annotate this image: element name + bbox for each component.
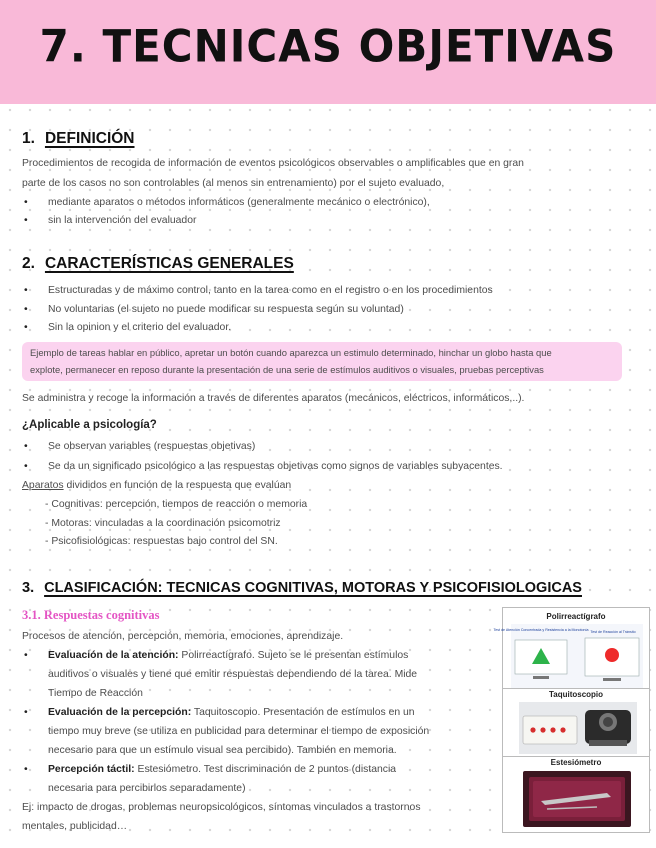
estesiometro-title: Estesiómetro <box>550 758 602 767</box>
image-divider-2 <box>503 756 649 757</box>
s2-bullet-2: • No voluntarias (el sujeto no puede modificar su respuesta según su voluntad) <box>24 304 404 315</box>
estesiometro-image <box>523 771 631 827</box>
perception-l1: Taquitoscopio. Presentación de estímulos en un <box>191 707 415 718</box>
section-1-heading <box>22 130 135 148</box>
s3-end-line-2: mentales, publicidad… <box>22 821 128 832</box>
section-2-heading <box>22 255 294 273</box>
s2-q-bullet-1: • Se observan variables (respuestas objetivas) <box>24 441 256 452</box>
page-title: 7. TECNICAS OBJETIVAS <box>39 20 617 73</box>
s2-bullet-3: • Sin la opinion y el criterio del evaluador. <box>24 322 232 333</box>
s2-q-bullet-2: • Se da un significado psicológico a las respuestas objetivas como signos de variables subyacentes. <box>24 461 503 472</box>
taquitoscopio-title: Taquitoscopio <box>548 690 604 699</box>
attention-l2: auditivos o visuales y tiene que emitir respuestas dependiendo de la tarea. Mide <box>48 669 418 680</box>
section-1-number: 1. <box>22 130 35 147</box>
taquitoscopio-image <box>519 702 637 754</box>
example-line-2: explote, permanecer en reposo durante la presentación de una serie de estímulos auditivos o visuales, pruebas perceptivas <box>30 364 544 375</box>
s1-bullet-2: • sin la intervención del evaluador <box>24 215 197 226</box>
s2-bullet-3-text: Sin la opinion y el criterio del evaluador. <box>48 322 232 333</box>
s3-end-line-1: Ej: impacto de drogas, problemas neuropsicológicos, síntomas vinculados a trastornos <box>22 802 421 813</box>
s2-bullet-1-text: Estructuradas y de máximo control, tanto en la tarea como en el registro o en los procedimientos <box>48 285 493 296</box>
tactile-bold: Percepción táctil: <box>48 764 135 775</box>
s3-bullet-attention: • Evaluación de la atención: Polirreactígrafo. Sujeto se le presentan estímulos <box>24 650 409 661</box>
example-highlight-box <box>22 342 622 381</box>
s3-bullet-tactile: • Percepción táctil: Estesiómetro. Test discriminación de 2 puntos (distancia <box>24 764 397 775</box>
s2-dash-3: - Psicofisiológicas: respuestas bajo control del SN. <box>45 536 278 547</box>
s2-bullet-1: • Estructuradas y de máximo control, tanto en la tarea como en el registro o en los procedimientos <box>24 285 493 296</box>
section-2-label: CARACTERÍSTICAS GENERALES <box>44 255 294 272</box>
s1-bullet-1-text: mediante aparatos o métodos informáticos (generalmente mecánico o electrónico), <box>48 197 430 208</box>
s3-bullet-perception: • Evaluación de la percepción: Taquitoscopio. Presentación de estímulos en un <box>24 707 415 718</box>
attention-l1: Polirreactígrafo. Sujeto se le presentan estímulos <box>178 650 409 661</box>
tactile-l1: Estesiómetro. Test discriminación de 2 puntos (distancia <box>134 764 397 775</box>
section-3-heading <box>22 580 582 596</box>
s3-intro: Procesos de atención, percepción, memoria, emociones, aprendizaje. <box>22 631 344 642</box>
image-divider-1 <box>503 688 649 689</box>
s2-q-bullet-2-text: Se da un significado psicológico a las respuestas objetivas como signos de variables subyacentes. <box>48 461 503 472</box>
aparatos-rest: divididos en función de la respuesta que evalúan <box>63 480 292 491</box>
s2-question: ¿Aplicable a psicología? <box>22 419 157 431</box>
instruments-image-panel <box>493 607 650 833</box>
perception-bold: Evaluación de la percepción: <box>48 707 192 718</box>
section-3-number: 3. <box>22 580 35 596</box>
s1-bullet-2-text: sin la intervención del evaluador <box>48 215 197 226</box>
s1-bullet-1: • mediante aparatos o métodos informáticos (generalmente mecánico o electrónico), <box>24 197 430 208</box>
s2-admin-text: Se administra y recoge la información a través de diferentes aparatos (mecánicos, eléctricos, informáticos,..). <box>22 393 525 404</box>
s3-subheading: 3.1. Respuestas cognitivas <box>22 608 160 622</box>
aparatos-word: Aparatos <box>22 480 64 491</box>
s1-line-2: parte de los casos no son controlables (al menos sin entrenamiento) por el sujeto evaluado, <box>22 178 445 189</box>
polirreactigrafo-title: Polirreactígrafo <box>546 612 606 621</box>
section-3-label: CLASIFICACIÓN: TECNICAS COGNITIVAS, MOTORAS Y PSICOFISIOLOGICAS <box>44 580 582 596</box>
s1-line-1: Procedimientos de recogida de información de eventos psicológicos observables o amplificables que en gran <box>22 158 524 169</box>
s2-q-bullet-1-text: Se observan variables (respuestas objetivas) <box>48 441 256 452</box>
section-2-number: 2. <box>22 255 35 272</box>
example-line-1: Ejemplo de tareas hablar en público, apretar un botón cuando aparezca un estimulo determinado, hinchar un globo hasta que <box>30 347 552 358</box>
polirreactigrafo-caption-right: Test de Reacción al Tránsito <box>590 630 636 634</box>
section-1-label: DEFINICIÓN <box>44 130 135 147</box>
perception-l3: necesario para que un estímulo visual sea percibido). También en memoria. <box>48 745 397 756</box>
s2-dash-2: - Motoras: vinculadas a la coordinación psicomotriz <box>45 518 281 529</box>
s2-bullet-2-text: No voluntarias (el sujeto no puede modificar su respuesta según su voluntad) <box>48 304 404 315</box>
perception-l2: tiempo muy breve (se utiliza en publicidad para determinar el tiempo de exposición <box>48 726 430 737</box>
s2-dash-1: - Cognitivas: percepción, tiempos de reacción o memoria <box>45 499 308 510</box>
attention-bold: Evaluación de la atención: <box>48 650 179 661</box>
polirreactigrafo-image <box>493 624 643 688</box>
tactile-l2: necesaria para percibirlos separadamente) <box>48 783 246 794</box>
title-banner <box>0 0 656 104</box>
s2-aparatos-line <box>22 476 291 495</box>
polirreactigrafo-caption-left: Test de Atención Concentrada y Resistencia a la Monotonía <box>493 628 589 632</box>
attention-l3: Tiempo de Reacción <box>48 688 143 699</box>
